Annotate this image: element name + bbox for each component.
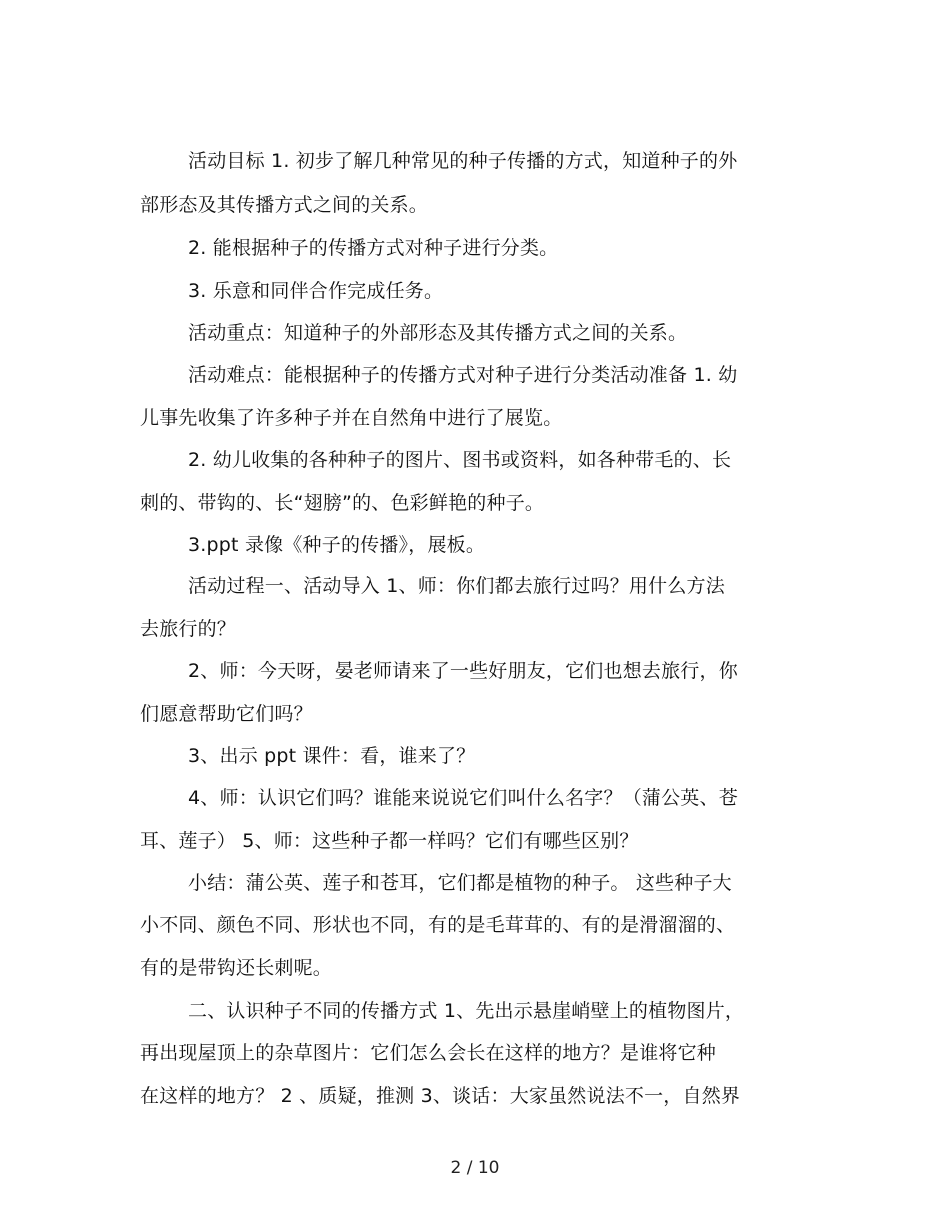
page-number: 2 / 10 (450, 1158, 500, 1178)
text-line: 部形态及其传播方式之间的关系。 (140, 194, 429, 216)
text-line: 有的是带钩还长刺呢。 (140, 957, 333, 979)
text-line: 去旅行的？ (140, 618, 237, 640)
text-line: 活动重点：知道种子的外部形态及其传播方式之间的关系。 (188, 322, 688, 344)
text-line: 3.ppt 录像《种子的传播》，展板。 (188, 534, 486, 556)
text-line: 耳、莲子） 5、师：这些种子都一样吗？它们有哪些区别？ (140, 830, 639, 852)
text-line: 2. 幼儿收集的各种种子的图片、图书或资料，如各种带毛的、长 (188, 449, 732, 471)
text-line: 活动难点：能根据种子的传播方式对种子进行分类活动准备 1. 幼 (188, 364, 738, 386)
text-line: 再出现屋顶上的杂草图片：它们怎么会长在这样的地方？是谁将它种 (140, 1042, 717, 1064)
text-line: 刺的、带钩的、长“翅膀”的、色彩鲜艳的种子。 (140, 492, 545, 514)
text-line: 3、出示 ppt 课件：看，谁来了？ (188, 745, 476, 767)
text-line: 2. 能根据种子的传播方式对种子进行分类。 (188, 237, 559, 259)
text-line: 小不同、颜色不同、形状也不同，有的是毛茸茸的、有的是滑溜溜的、 (140, 914, 736, 936)
text-line: 活动过程一、活动导入 1、师：你们都去旅行过吗？用什么方法 (188, 575, 725, 597)
text-line: 儿事先收集了许多种子并在自然角中进行了展览。 (140, 407, 563, 429)
text-line: 们愿意帮助它们吗？ (140, 703, 313, 725)
text-line: 在这样的地方？ 2 、质疑，推测 3、谈话：大家虽然说法不一，自然界 (140, 1085, 741, 1107)
text-line: 活动目标 1. 初步了解几种常见的种子传播的方式，知道种子的外 (188, 150, 738, 172)
text-line: 小结：蒲公英、莲子和苍耳，它们都是植物的种子。 这些种子大 (188, 872, 732, 894)
text-line: 二、认识种子不同的传播方式 1、先出示悬崖峭壁上的植物图片， (188, 1000, 745, 1022)
text-line: 4、师：认识它们吗？谁能来说说它们叫什么名字？（蒲公英、苍 (188, 787, 738, 809)
text-line: 3. 乐意和同伴合作完成任务。 (188, 280, 444, 302)
text-line: 2、师：今天呀，晏老师请来了一些好朋友，它们也想去旅行，你 (188, 660, 738, 682)
